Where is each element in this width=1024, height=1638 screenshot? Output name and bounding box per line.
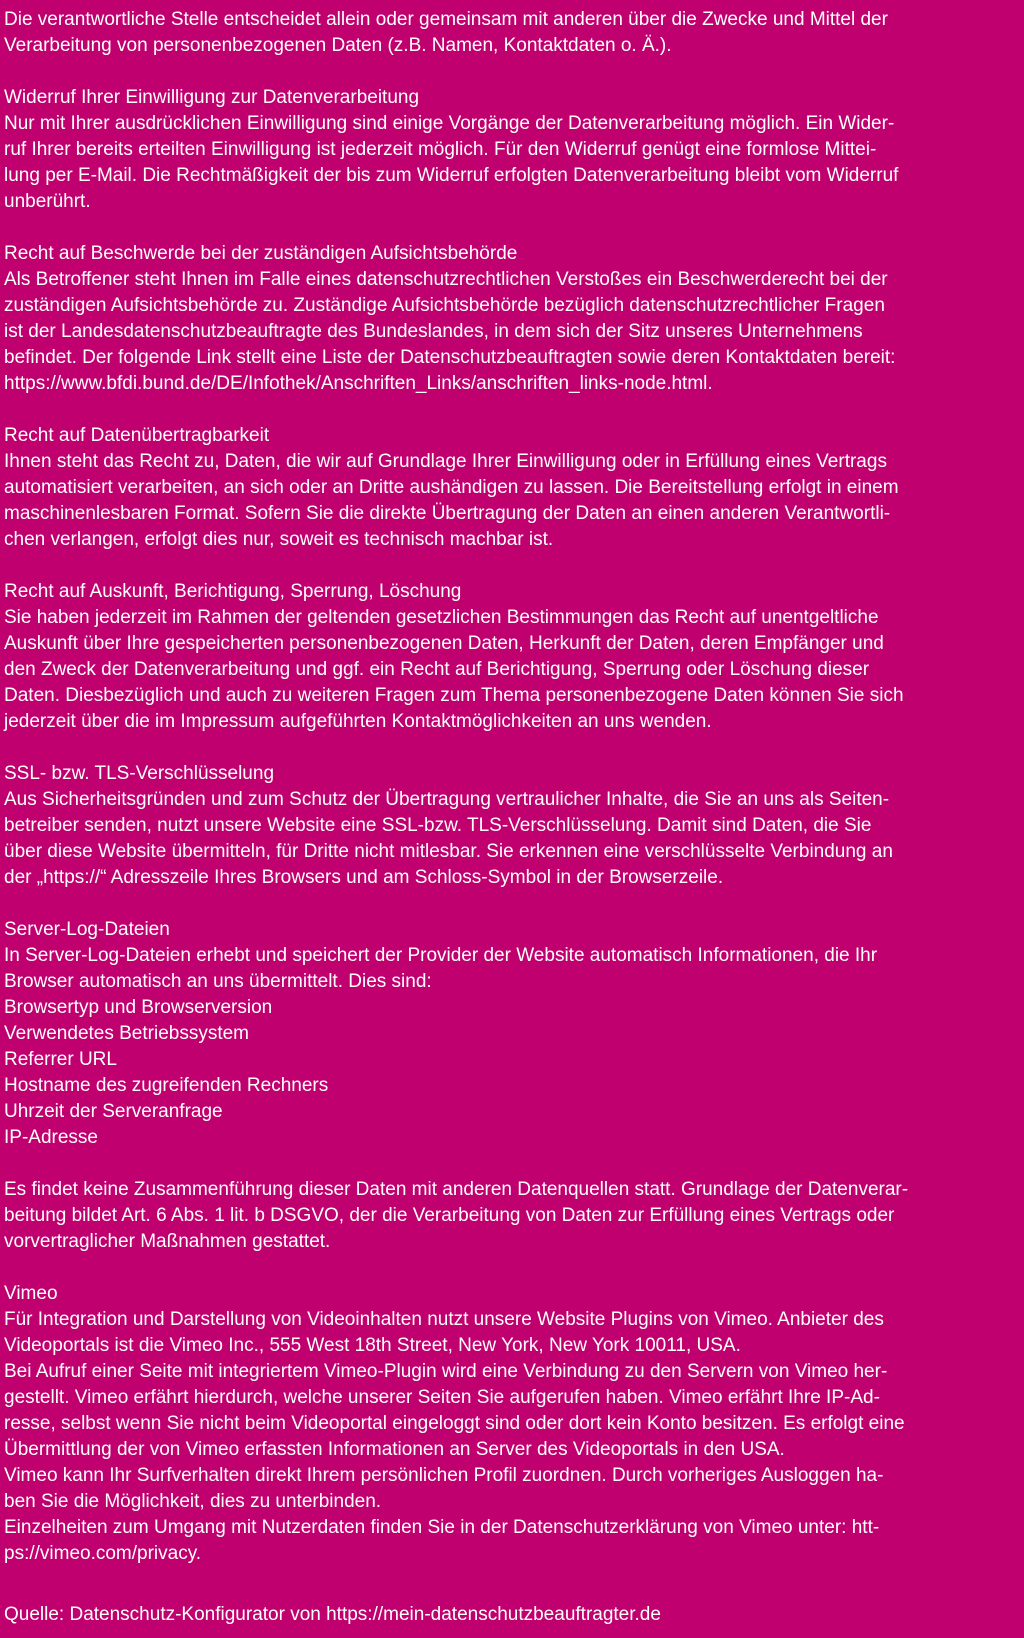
section-line: Ihnen steht das Recht zu, Daten, die wir auf Grundlage Ihrer Einwilligung oder in Erfüllung eines Vertrags [4,451,887,472]
section-heading: Widerruf Ihrer Einwilligung zur Datenverarbeitung [4,87,420,108]
section-line: gestellt. Vimeo erfährt hierdurch, welche unserer Seiten Sie aufgerufen haben. Vimeo erfährt Ihre IP-Ad- [4,1387,880,1408]
section-auskunft [4,579,1020,735]
source-credit: Quelle: Datenschutz-Konfigurator von https://mein-datenschutzbeauftragter.de [4,1604,661,1625]
section-heading: SSL- bzw. TLS-Verschlüsselung [4,763,275,784]
section-server-log [4,917,1020,1151]
section-line: Als Betroffener steht Ihnen im Falle eines datenschutzrechtlichen Verstoßes ein Beschwerderecht bei der [4,269,888,290]
intro-line: Verarbeitung von personenbezogenen Daten (z.B. Namen, Kontaktdaten o. Ä.). [4,35,672,56]
section-heading: Recht auf Beschwerde bei der zuständigen Aufsichtsbehörde [4,243,518,264]
section-line: Einzelheiten zum Umgang mit Nutzerdaten finden Sie in der Datenschutzerklärung von Vimeo unter: htt- [4,1517,880,1538]
section-zusammenfuehrung [4,1177,1020,1255]
section-line: Bei Aufruf einer Seite mit integriertem Vimeo-Plugin wird eine Verbindung zu den Servern von Vimeo her- [4,1361,888,1382]
section-line: ruf Ihrer bereits erteilten Einwilligung ist jederzeit möglich. Für den Widerruf genügt eine formlose Mittei- [4,139,877,160]
section-line: den Zweck der Datenverarbeitung und ggf. ein Recht auf Berichtigung, Sperrung oder Löschung dieser [4,659,870,680]
section-line: über diese Website übermitteln, für Dritte nicht mitlesbar. Sie erkennen eine verschlüsselte Verbindung an [4,841,893,862]
section-line: Sie haben jederzeit im Rahmen der geltenden gesetzlichen Bestimmungen das Recht auf unentgeltliche [4,607,879,628]
section-line: chen verlangen, erfolgt dies nur, soweit es technisch machbar ist. [4,529,554,550]
section-heading: Recht auf Datenübertragbarkeit [4,425,270,446]
list-item: Referrer URL [4,1049,117,1070]
section-line: Vimeo kann Ihr Surfverhalten direkt Ihrem persönlichen Profil zuordnen. Durch vorheriges Ausloggen ha- [4,1465,884,1486]
section-line: In Server-Log-Dateien erhebt und speichert der Provider der Website automatisch Informationen, die Ihr [4,945,878,966]
section-heading: Vimeo [4,1283,58,1304]
list-item: Browsertyp und Browserversion [4,997,273,1018]
section-widerruf [4,85,1020,215]
section-ssl [4,761,1020,891]
section-line: lung per E-Mail. Die Rechtmäßigkeit der bis zum Widerruf erfolgten Datenverarbeitung bleibt vom Widerruf [4,165,899,186]
list-item: Hostname des zugreifenden Rechners [4,1075,329,1096]
section-line: ben Sie die Möglichkeit, dies zu unterbinden. [4,1491,382,1512]
section-line: automatisiert verarbeiten, an sich oder an Dritte aushändigen zu lassen. Die Bereitstellung erfolgt in einem [4,477,899,498]
section-beschwerde [4,241,1020,397]
section-line: betreiber senden, nutzt unsere Website eine SSL-bzw. TLS-Verschlüsselung. Damit sind Daten, die Sie [4,815,872,836]
section-line: vorvertraglicher Maßnahmen gestattet. [4,1231,331,1252]
intro-paragraph [4,7,1020,59]
section-vimeo [4,1281,1020,1567]
section-line: beitung bildet Art. 6 Abs. 1 lit. b DSGVO, der die Verarbeitung von Daten zur Erfüllung eines Vertrags oder [4,1205,895,1226]
section-line: Daten. Diesbezüglich und auch zu weiteren Fragen zum Thema personenbezogene Daten können Sie sich [4,685,904,706]
section-line: der „https://“ Adresszeile Ihres Browsers und am Schloss-Symbol in der Browserzeile. [4,867,724,888]
section-line: ist der Landesdatenschutzbeauftragte des Bundeslandes, in dem sich der Sitz unseres Unternehmens [4,321,863,342]
bfdi-link-text: https://www.bfdi.bund.de/DE/Infothek/Anschriften_Links/anschriften_links-node.html. [4,373,713,394]
list-item: Uhrzeit der Serveranfrage [4,1101,223,1122]
section-line: unberührt. [4,191,91,212]
section-line: Es findet keine Zusammenführung dieser Daten mit anderen Datenquellen statt. Grundlage der Datenverar- [4,1179,909,1200]
section-heading: Recht auf Auskunft, Berichtigung, Sperrung, Löschung [4,581,462,602]
section-line: maschinenlesbaren Format. Sofern Sie die direkte Übertragung der Daten an einen anderen Verantwortli- [4,503,891,524]
section-line: Aus Sicherheitsgründen und zum Schutz der Übertragung vertraulicher Inhalte, die Sie an uns als Seiten- [4,789,890,810]
section-line: Übermittlung der von Vimeo erfassten Informationen an Server des Videoportals in den USA. [4,1439,785,1460]
section-datenuebertragbarkeit [4,423,1020,553]
vimeo-privacy-link-text: ps://vimeo.com/privacy. [4,1543,202,1564]
section-line: befindet. Der folgende Link stellt eine Liste der Datenschutzbeauftragten sowie deren Kontaktdaten bereit: [4,347,896,368]
section-line: Auskunft über Ihre gespeicherten personenbezogenen Daten, Herkunft der Daten, deren Empfänger und [4,633,884,654]
section-line: resse, selbst wenn Sie nicht beim Videoportal eingeloggt sind oder dort kein Konto besitzen. Es erfolgt eine [4,1413,905,1434]
section-line: zuständigen Aufsichtsbehörde zu. Zuständige Aufsichtsbehörde bezüglich datenschutzrechtlicher Fragen [4,295,885,316]
list-item: Verwendetes Betriebssystem [4,1023,250,1044]
list-item: IP-Adresse [4,1127,98,1148]
section-line: Browser automatisch an uns übermittelt. Dies sind: [4,971,432,992]
section-line: Für Integration und Darstellung von Videoinhalten nutzt unsere Website Plugins von Vimeo. Anbieter des [4,1309,884,1330]
section-line: jederzeit über die im Impressum aufgeführten Kontaktmöglichkeiten an uns wenden. [4,711,712,732]
section-line: Nur mit Ihrer ausdrücklichen Einwilligung sind einige Vorgänge der Datenverarbeitung möglich. Ein Wider- [4,113,895,134]
intro-line: Die verantwortliche Stelle entscheidet allein oder gemeinsam mit anderen über die Zwecke und Mittel der [4,9,888,30]
section-line: Videoportals ist die Vimeo Inc., 555 West 18th Street, New York, New York 10011, USA. [4,1335,741,1356]
section-heading: Server-Log-Dateien [4,919,170,940]
